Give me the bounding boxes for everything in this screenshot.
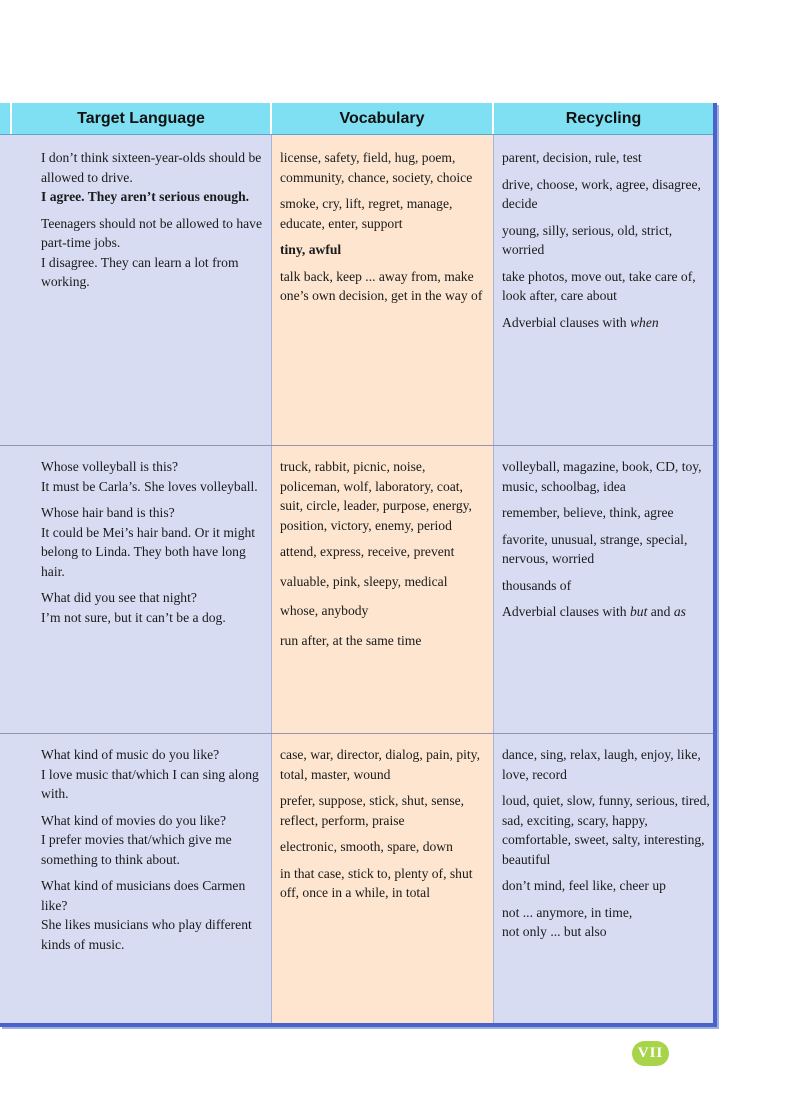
target-sentence: I don’t think sixteen-year-olds should be allowed to drive. <box>41 150 262 185</box>
column-divider <box>493 103 494 1023</box>
target-sentence: It must be Carla’s. She loves volleyball. <box>41 478 258 494</box>
row-divider <box>0 445 713 446</box>
recycling-group: thousands of <box>502 577 572 593</box>
target-sentence: Whose volleyball is this? <box>41 459 179 474</box>
target-sentence: What kind of musicians does Carmen like? <box>41 878 246 913</box>
vocab-group: whose, anybody <box>280 603 369 618</box>
target-sentence: It could be Mei’s hair band. Or it might belong to Linda. They both have long hair. <box>41 524 256 579</box>
recycling-cell <box>502 745 710 949</box>
target-sentence: What kind of movies do you like? <box>41 812 226 828</box>
target-sentence: Teenagers should not be allowed to have part-time jobs. <box>41 215 263 250</box>
vocab-group: truck, rabbit, picnic, noise, policeman, wolf, laboratory, coat, suit, circle, leader, purpose, energy, position, victory, enemy, period <box>280 459 472 533</box>
target-sentence: I agree. They aren’t serious enough. <box>41 189 250 204</box>
header-recycling: Recycling <box>565 110 642 127</box>
recycling-group: parent, decision, rule, test <box>502 150 642 165</box>
recycling-group: remember, believe, think, agree <box>502 505 674 520</box>
vocabulary-cell <box>280 148 488 313</box>
target-language-cell <box>41 745 267 961</box>
column-divider <box>271 103 272 1023</box>
recycling-group: loud, quiet, slow, funny, serious, tired, sad, exciting, scary, happy, comfortable, sweet, salty, interesting, beautiful <box>502 793 710 867</box>
vocab-group: tiny, awful <box>280 242 342 257</box>
vocab-group: attend, express, receive, prevent <box>280 544 455 559</box>
recycling-group: don’t mind, feel like, cheer up <box>502 878 666 893</box>
vocab-group: valuable, pink, sleepy, medical <box>280 573 448 589</box>
target-sentence: I prefer movies that/which give me something to think about. <box>41 832 232 867</box>
vocabulary-cell <box>280 745 488 910</box>
target-sentence: Whose hair band is this? <box>41 505 175 520</box>
target-sentence: She likes musicians who play different kinds of music. <box>41 917 252 952</box>
recycling-group: young, silly, serious, old, strict, worried <box>502 222 673 257</box>
vocab-group: in that case, stick to, plenty of, shut off, once in a while, in total <box>280 865 473 900</box>
vocab-group: prefer, suppose, stick, shut, sense, reflect, perform, praise <box>280 793 465 828</box>
recycling-group: not ... anymore, in time, <box>502 904 633 920</box>
target-sentence: I’m not sure, but it can’t be a dog. <box>41 609 226 625</box>
recycling-group: favorite, unusual, strange, special, nervous, worried <box>502 531 688 566</box>
left-edge-column <box>0 103 12 1023</box>
vocab-group: run after, at the same time <box>280 632 422 648</box>
vocabulary-cell <box>280 457 488 657</box>
recycling-cell <box>502 457 710 629</box>
vocab-group: electronic, smooth, spare, down <box>280 839 453 854</box>
syllabus-table <box>0 103 717 1027</box>
row-divider <box>0 733 713 734</box>
page-number-badge: VII <box>632 1041 669 1066</box>
vocab-group: talk back, keep ... away from, make one’s own decision, get in the way of <box>280 268 483 303</box>
target-sentence: What did you see that night? <box>41 590 197 605</box>
recycling-group: not only ... but also <box>502 924 607 939</box>
recycling-group: drive, choose, work, agree, disagree, decide <box>502 176 701 211</box>
recycling-group: take photos, move out, take care of, look after, care about <box>502 268 696 303</box>
target-sentence: What kind of music do you like? <box>41 747 220 762</box>
target-sentence: I disagree. They can learn a lot from working. <box>41 254 239 289</box>
vocab-group: smoke, cry, lift, regret, manage, educate, enter, support <box>280 196 453 231</box>
recycling-grammar: Adverbial clauses with when <box>502 314 659 330</box>
recycling-grammar: Adverbial clauses with but and as <box>502 604 686 619</box>
vocab-group: case, war, director, dialog, pain, pity, total, master, wound <box>280 747 480 782</box>
target-sentence: I love music that/which I can sing along with. <box>41 766 259 801</box>
table-header <box>0 103 713 135</box>
target-language-cell <box>41 148 267 299</box>
target-language-cell <box>41 457 267 634</box>
vocab-group: license, safety, field, hug, poem, community, chance, society, choice <box>280 150 473 185</box>
recycling-group: dance, sing, relax, laugh, enjoy, like, love, record <box>502 747 701 782</box>
recycling-group: volleyball, magazine, book, CD, toy, music, schoolbag, idea <box>502 459 702 494</box>
header-vocabulary: Vocabulary <box>339 110 425 127</box>
header-target-language: Target Language <box>77 110 205 127</box>
recycling-cell <box>502 148 710 339</box>
